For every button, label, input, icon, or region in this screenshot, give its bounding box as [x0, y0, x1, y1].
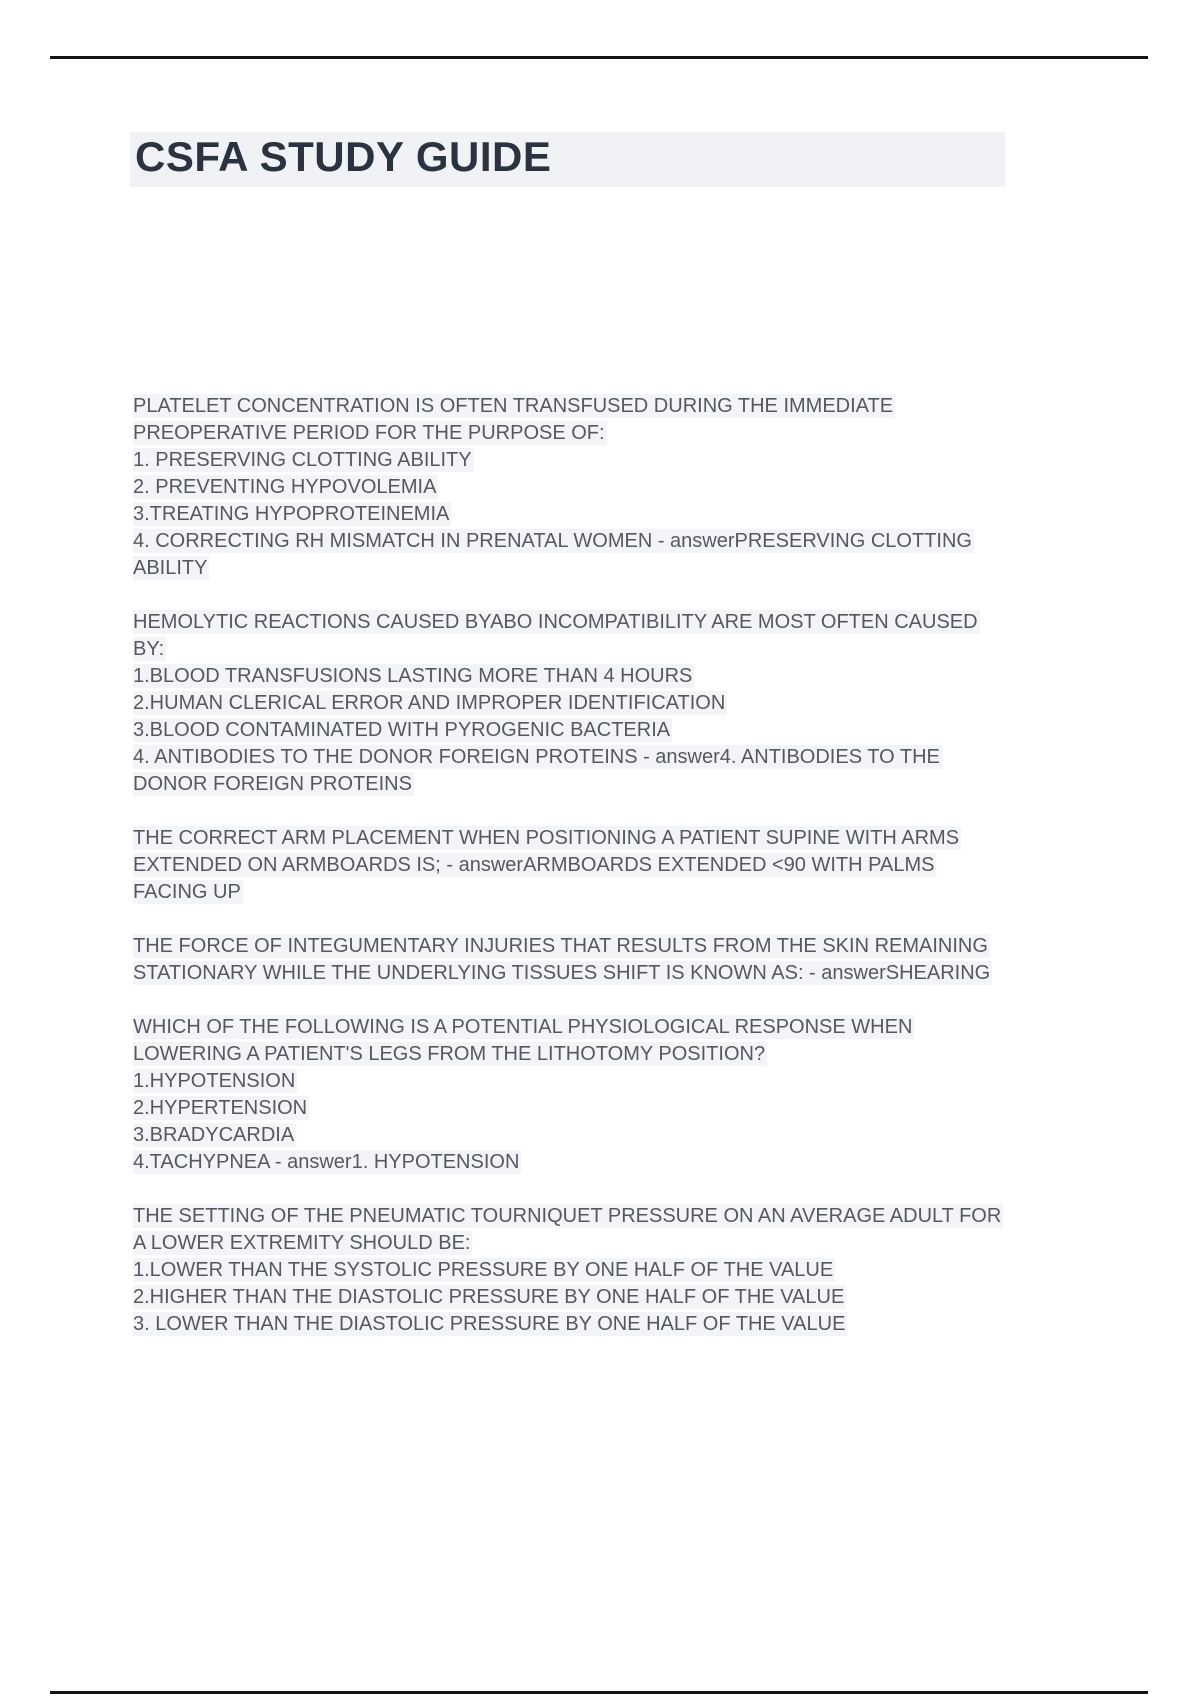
- study-block: [133, 1203, 1013, 1338]
- text-line: 2.HUMAN CLERICAL ERROR AND IMPROPER IDENTIFICATION: [133, 692, 726, 714]
- text-line: 2.HIGHER THAN THE DIASTOLIC PRESSURE BY ONE HALF OF THE VALUE: [133, 1286, 845, 1308]
- top-rule: [50, 56, 1148, 59]
- text-line: 3.BRADYCARDIA: [133, 1124, 295, 1146]
- text-line: 3.BLOOD CONTAMINATED WITH PYROGENIC BACTERIA: [133, 719, 671, 741]
- text-line: THE CORRECT ARM PLACEMENT WHEN POSITIONING A PATIENT SUPINE WITH ARMS EXTENDED ON ARMBOARDS IS; - answerARMBOARDS EXTENDED <90 WITH PALMS FACING UP: [133, 827, 960, 903]
- text-line: PLATELET CONCENTRATION IS OFTEN TRANSFUSED DURING THE IMMEDIATE PREOPERATIVE PERIOD FOR THE PURPOSE OF:: [133, 395, 894, 444]
- text-line: 4.TACHYPNEA - answer1. HYPOTENSION: [133, 1151, 520, 1173]
- text-line: 1. PRESERVING CLOTTING ABILITY: [133, 449, 472, 471]
- text-line: 1.BLOOD TRANSFUSIONS LASTING MORE THAN 4 HOURS: [133, 665, 693, 687]
- text-line: 3. LOWER THAN THE DIASTOLIC PRESSURE BY ONE HALF OF THE VALUE: [133, 1313, 846, 1335]
- study-block: [133, 609, 1013, 798]
- study-block: [133, 393, 1013, 582]
- text-line: 4. CORRECTING RH MISMATCH IN PRENATAL WOMEN - answerPRESERVING CLOTTING ABILITY: [133, 530, 972, 579]
- title-highlight: [130, 132, 1005, 187]
- text-line: 2. PREVENTING HYPOVOLEMIA: [133, 476, 437, 498]
- text-line: THE SETTING OF THE PNEUMATIC TOURNIQUET PRESSURE ON AN AVERAGE ADULT FOR A LOWER EXTREMITY SHOULD BE:: [133, 1205, 1002, 1254]
- study-block: [133, 825, 1013, 906]
- text-line: 1.LOWER THAN THE SYSTOLIC PRESSURE BY ONE HALF OF THE VALUE: [133, 1259, 834, 1281]
- text-line: 1.HYPOTENSION: [133, 1070, 296, 1092]
- text-line: 4. ANTIBODIES TO THE DONOR FOREIGN PROTEINS - answer4. ANTIBODIES TO THE DONOR FOREIGN PROTEINS: [133, 746, 940, 795]
- text-line: 3.TREATING HYPOPROTEINEMIA: [133, 503, 450, 525]
- text-line: WHICH OF THE FOLLOWING IS A POTENTIAL PHYSIOLOGICAL RESPONSE WHEN LOWERING A PATIENT'S LEGS FROM THE LITHOTOMY POSITION?: [133, 1016, 913, 1065]
- study-block: [133, 933, 1013, 987]
- study-block: [133, 1014, 1013, 1176]
- text-line: 2.HYPERTENSION: [133, 1097, 308, 1119]
- document-body: [133, 393, 1013, 1365]
- text-line: THE FORCE OF INTEGUMENTARY INJURIES THAT RESULTS FROM THE SKIN REMAINING STATIONARY WHILE THE UNDERLYING TISSUES SHIFT IS KNOWN AS: - answerSHEARING: [133, 935, 991, 984]
- bottom-rule: [50, 1691, 1148, 1694]
- text-line: HEMOLYTIC REACTIONS CAUSED BYABO INCOMPATIBILITY ARE MOST OFTEN CAUSED BY:: [133, 611, 978, 660]
- page-title: CSFA STUDY GUIDE: [135, 133, 552, 180]
